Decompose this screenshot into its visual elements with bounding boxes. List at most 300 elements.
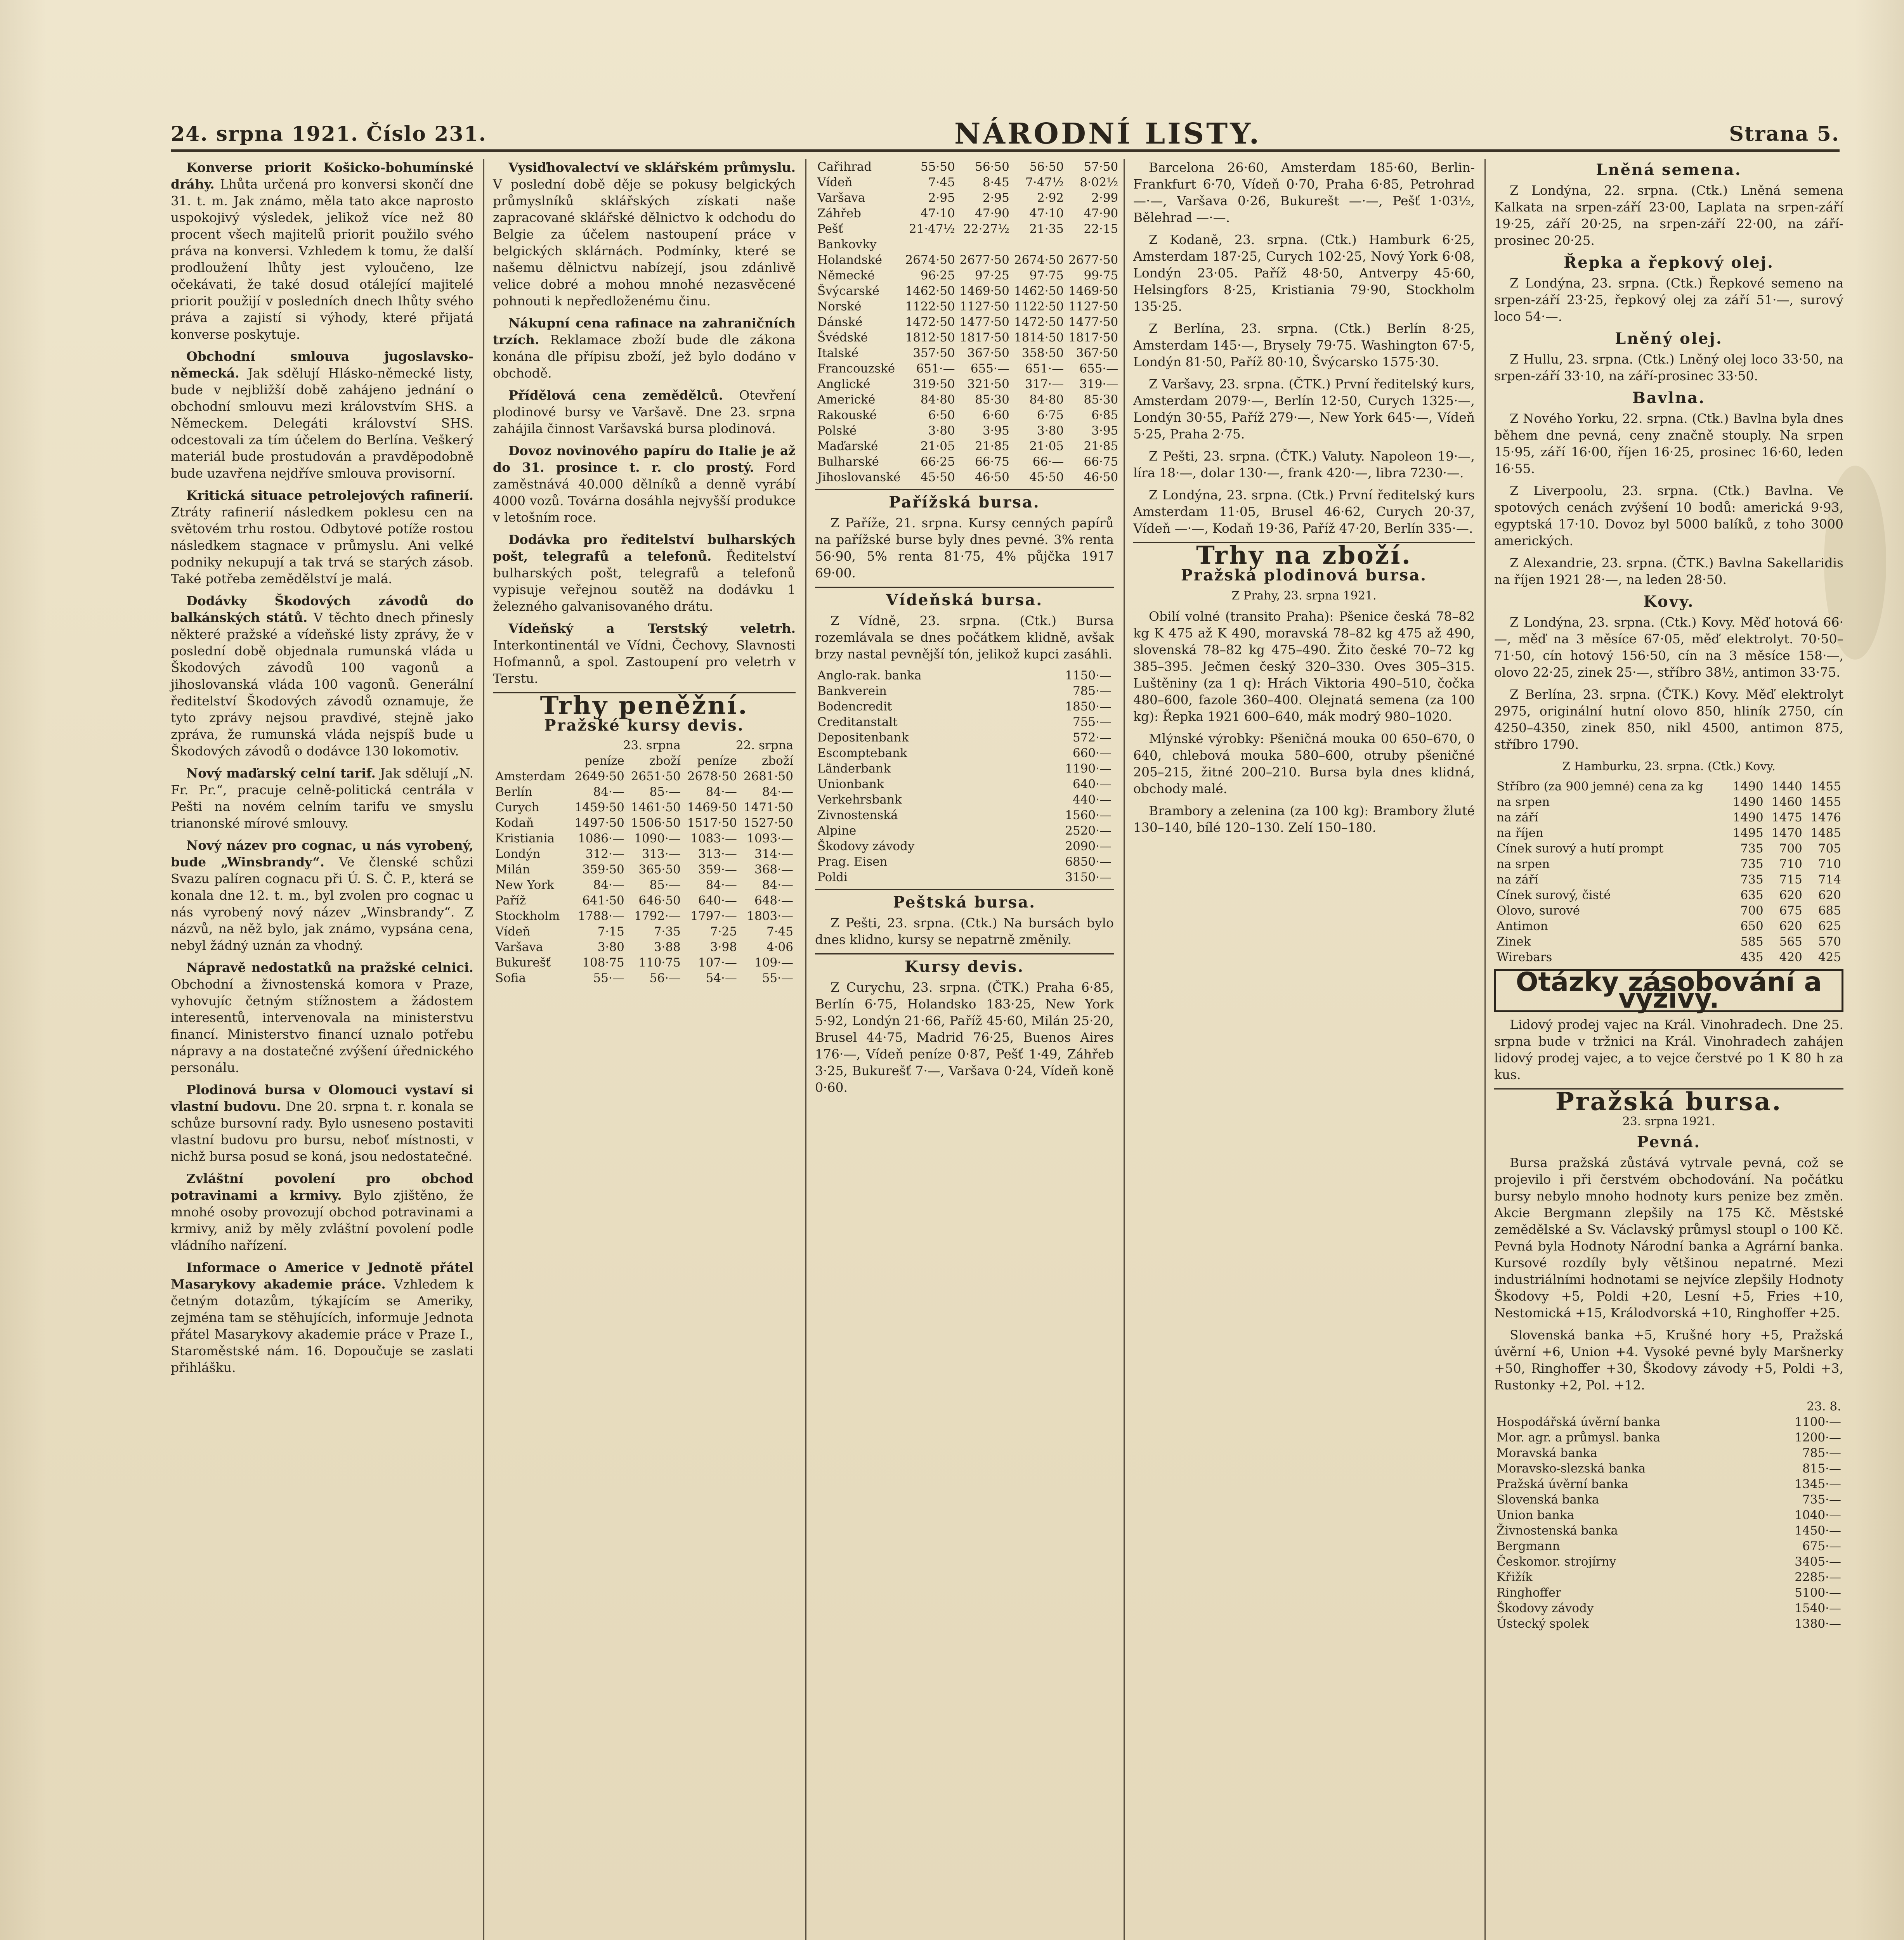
row-value: 1459·50 <box>574 800 624 814</box>
row-value: 1485 <box>1810 826 1841 840</box>
row-label: na srpen <box>1496 857 1550 871</box>
row-value: 1469·50 <box>1068 284 1118 298</box>
row-value: 84·80 <box>920 393 955 407</box>
row-value: 815·— <box>1802 1462 1841 1476</box>
supply-heading-box: Otázky zásobování a výživy. <box>1494 969 1843 1012</box>
row-label: Bergmann <box>1496 1539 1560 1553</box>
table-header-row <box>493 738 796 753</box>
dateline: Z Prahy, 23. srpna 1921. <box>1231 589 1377 603</box>
article <box>171 1081 473 1165</box>
row-value: 85·30 <box>1084 393 1118 407</box>
section-heading: Bavlna. <box>1632 389 1706 407</box>
share-row <box>1494 1507 1843 1523</box>
article-text: Z Kodaně, 23. srpna. (Ctk.) Hamburk 6·25, Amsterdam 187·25, Curych 102·25, Nový York 6·08, Londýn 23·05. Paříž 48·50, Antverpy 45·60, Helsingfors 8·25, Kristiania 79·90, Stockholm 135·25. <box>1133 232 1475 314</box>
row-value: 84·— <box>762 878 793 892</box>
article-text: Interkontinentál ve Vídni, Čechovy, Slavnosti Hofmannů, a spol. Zastoupení pro veletrh v Terstu. <box>493 637 796 686</box>
row-value: 714 <box>1818 873 1841 887</box>
section-heading: Peštská bursa. <box>893 893 1036 911</box>
section-subheading: Pevná. <box>1637 1133 1701 1151</box>
share-row <box>815 838 1114 854</box>
row-label: Bodencredit <box>817 700 892 714</box>
row-value: 650 <box>1740 919 1764 933</box>
row-value: 1127·50 <box>1068 300 1118 314</box>
row-value: 84·— <box>706 785 737 799</box>
row-value: 97·75 <box>1029 268 1064 282</box>
rate-row <box>815 469 1120 485</box>
row-value: 1380·— <box>1795 1617 1841 1631</box>
devis-rows <box>493 769 796 986</box>
row-value: 1517·50 <box>687 816 737 830</box>
article <box>493 442 796 526</box>
rate-row <box>815 438 1120 454</box>
share-row <box>815 745 1114 761</box>
metal-row <box>1494 887 1843 903</box>
article-text: Ředitelství bulharských pošt, telegrafů a telefonů vypisuje veřejnou soutěž na dodávku 1 železného galvanisovaného drátu. <box>493 549 796 614</box>
row-label: Union banka <box>1496 1508 1575 1522</box>
row-value: 96·25 <box>920 268 955 282</box>
share-row <box>815 807 1114 823</box>
row-label: Polské <box>817 424 857 438</box>
article-text: Mlýnské výrobky: Pšeničná mouka 00 650–670, 0 640, chlebová mouka 580–600, otruby pšeničné 205–215, žitné 200–210. Bursa byla dnes klidná, obchody malé. <box>1133 731 1475 796</box>
row-value: 1472·50 <box>905 315 955 329</box>
metal-row <box>1494 841 1843 856</box>
row-value: 99·75 <box>1084 268 1118 282</box>
row-value: 1461·50 <box>631 800 681 814</box>
row-label: Německé <box>817 268 875 282</box>
row-value: 1450·— <box>1795 1524 1841 1538</box>
row-value: 7·45 <box>928 175 955 189</box>
row-value: 420 <box>1779 950 1802 964</box>
devis-row <box>493 769 796 784</box>
rates-rows <box>815 159 1120 485</box>
column-rule <box>805 159 806 1940</box>
share-row <box>1494 1476 1843 1492</box>
row-label: Anglické <box>817 377 870 391</box>
row-value: 319·50 <box>913 377 955 391</box>
row-value: 6850·— <box>1065 855 1112 869</box>
share-row <box>1494 1461 1843 1476</box>
row-value: 85·30 <box>975 393 1009 407</box>
article-title: Informace o Americe v Jednotě přátel Masarykovy akademie práce. <box>171 1260 473 1292</box>
row-label: Olovo, surové <box>1496 904 1580 918</box>
row-label: Italské <box>817 346 859 360</box>
row-label: Maďarské <box>817 439 878 453</box>
row-label: Moravská banka <box>1496 1446 1597 1460</box>
row-value: 108·75 <box>582 956 624 970</box>
row-value: 317·— <box>1025 377 1064 391</box>
article-title: Obchodní smlouva jugoslavsko-německá. <box>171 349 473 381</box>
row-value: 56·50 <box>1029 160 1064 174</box>
article-text: Z Paříže, 21. srpna. Kursy cenných papírů na pařížské burse byly dnes pevné. 3% renta 56·90, 5% renta 81·75, 4% půjčka 1917 69·00. <box>815 515 1114 580</box>
row-value: 1814·50 <box>1014 331 1064 345</box>
rate-row <box>815 345 1120 361</box>
issue-date: 24. srpna 1921. Číslo 231. <box>171 122 487 146</box>
article-text: Jak sdělují „N. Fr. Pr.“, pracuje celně-politická centrála v Pešti na novém celním tarifu ve smyslu trianonské mírové smlouvy. <box>171 766 473 831</box>
row-value: 46·50 <box>1084 470 1118 484</box>
row-value: 22·15 <box>1084 222 1118 236</box>
row-label: Wirebars <box>1496 950 1552 964</box>
row-value: 2678·50 <box>687 769 737 783</box>
rate-row <box>815 392 1120 407</box>
row-value: 700 <box>1740 904 1764 918</box>
row-value: 21·85 <box>975 439 1009 453</box>
article-title: Zvláštní povolení pro obchod potravinami a krmivy. <box>171 1171 473 1203</box>
row-label: Londýn <box>495 847 541 861</box>
row-value: 710 <box>1779 857 1802 871</box>
row-value: 1527·50 <box>743 816 793 830</box>
article-text: Z Pešti, 23. srpna. (Ctk.) Na bursách bylo dnes klidno, kursy se nepatrně změnily. <box>815 915 1114 947</box>
row-value: 3405·— <box>1795 1555 1841 1569</box>
row-label: Kodaň <box>495 816 534 830</box>
row-value: 21·05 <box>1029 439 1064 453</box>
rate-row <box>815 283 1120 299</box>
metals-table <box>1494 779 1843 965</box>
row-value: 2677·50 <box>959 253 1009 267</box>
article-text: V těchto dnech přinesly některé pražské a vídeňské listy zprávy, že v poslední době objednala rumunská vláda u Škodových závodů 100 vagonů a jihoslovanská vláda 100 vagonů. Generální ředitelství Škodových závodů oznamuje, že tyto zprávy nejsou pravdivé, stejně jako zpráva, že rumunská vláda nejspíš bude u Škodových závodů o dodávce 130 lokomotiv. <box>171 610 473 759</box>
article-title: Nový název pro cognac, u nás vyrobený, bude „Winsbrandy“. <box>171 838 473 870</box>
section-heading: Vídeňská bursa. <box>886 591 1043 609</box>
row-value: 1803·— <box>747 909 793 923</box>
row-value: 46·50 <box>975 470 1009 484</box>
row-value: 21·47½ <box>909 222 955 236</box>
article-text: Lhůta určená pro konversi skončí dne 31. t. m. Jak známo, měla tato akce naprosto uspokojivý výsledek, jelikož více než 80 procent všech majitelů priorit použilo svého práva na konversi. Vzhledem k tomu, že další prodloužení lhůty jest vyloučeno, lze očekávati, že také dosud otálející majitelé priorit použijí v posledních dnech lhůty svého práva a zajistí si výhody, které přijatá konverse poskytuje. <box>171 177 473 342</box>
row-value: 1090·— <box>634 831 681 845</box>
row-label: Bankovky <box>817 237 877 251</box>
row-value: 368·— <box>754 863 793 876</box>
share-row <box>1494 1585 1843 1600</box>
row-value: 110·75 <box>638 956 681 970</box>
row-value: 21·85 <box>1084 439 1118 453</box>
row-value: 1506·50 <box>631 816 681 830</box>
metal-row <box>1494 918 1843 934</box>
section-heading: Trhy na zboží. <box>1196 541 1412 570</box>
row-label: Berlín <box>495 785 532 799</box>
column-3 <box>815 159 1118 1940</box>
row-label: Anglo-rak. banka <box>817 669 922 682</box>
row-value: 1470 <box>1771 826 1802 840</box>
row-value: 620 <box>1779 888 1802 902</box>
row-value: 8·02½ <box>1080 175 1118 189</box>
row-label: Bukurešť <box>495 956 551 970</box>
metal-row <box>1494 949 1843 965</box>
article <box>493 159 796 309</box>
row-value: 1495 <box>1732 826 1764 840</box>
article <box>171 959 473 1076</box>
row-label: Stříbro (za 900 jemné) cena za kg <box>1496 779 1703 793</box>
row-label: Prag. Eisen <box>817 855 888 869</box>
row-label: Holandské <box>817 253 882 267</box>
row-value: 3·80 <box>597 940 624 954</box>
row-value: 440·— <box>1072 793 1112 807</box>
article-text: Lidový prodej vajec na Král. Vinohradech. Dne 25. srpna bude v tržnici na Král. Vinohradech zahájen lidový prodej vajec, a to vejce čerstvé po 1 K 80 h za kus. <box>1494 1017 1843 1082</box>
row-label: Záhřeb <box>817 206 861 220</box>
row-value: 6·60 <box>982 408 1009 422</box>
article-text: Obilí volné (transito Praha): Pšenice česká 78–82 kg K 475 až K 490, moravská 78–82 kg 475 až 490, slovenská 78–82 kg 475–490. Žito české 70–72 kg 385–395. Ječmen český 320–330. Oves 305–315. Luštěniny (za 1 q): Hrách Viktoria 490–510, čočka 480–600, fazole 360–400. Olejnatá semena (za 100 kg): Řepka 1921 600–640, mák modrý 980–1020. <box>1133 609 1475 724</box>
row-label: Škodovy závody <box>817 839 915 853</box>
row-value: 1100·— <box>1795 1415 1841 1429</box>
row-value: 2674·50 <box>905 253 955 267</box>
row-value: 1477·50 <box>1068 315 1118 329</box>
row-value: 55·— <box>593 971 624 985</box>
devis-row <box>493 784 796 800</box>
section-heading: Kovy. <box>1643 592 1694 611</box>
row-label: Poldi <box>817 870 848 884</box>
row-label: Milán <box>495 863 531 876</box>
article <box>493 620 796 687</box>
row-value: 3·80 <box>928 424 955 438</box>
row-label: Ringhoffer <box>1496 1586 1561 1600</box>
row-value: 1812·50 <box>905 331 955 345</box>
row-label: Länderbank <box>817 762 891 776</box>
article-text: Z Hullu, 23. srpna. (Ctk.) Lněný olej loco 33·50, na srpen-září 33·10, na září-prosinec 33·50. <box>1494 352 1843 383</box>
share-row <box>1494 1569 1843 1585</box>
table-header-row <box>493 753 796 769</box>
article-text: Z Vídně, 23. srpna. (Ctk.) Bursa rozemlávala se dnes počátkem klidně, avšak brzy nastal pevnější tón, jelikož kupci zasáhli. <box>815 613 1114 662</box>
row-value: 357·50 <box>913 346 955 360</box>
row-value: 1150·— <box>1065 669 1112 682</box>
table-caption: Z Hamburku, 23. srpna. (Ctk.) Kovy. <box>1562 760 1776 773</box>
row-label: Norské <box>817 300 862 314</box>
row-value: 735 <box>1740 873 1764 887</box>
row-label: Alpine <box>817 824 857 838</box>
row-value: 1200·— <box>1795 1431 1841 1445</box>
row-value: 2090·— <box>1065 839 1112 853</box>
article-text: Brambory a zelenina (za 100 kg): Brambory žluté 130–140, bílé 120–130. Zelí 150–180. <box>1133 803 1475 835</box>
article-text: Reklamace zboží bude dle zákona konána dle přípisu zboží, jež bylo dodáno v obchodě. <box>493 332 796 381</box>
row-value: 1469·50 <box>687 800 737 814</box>
row-value: 1040·— <box>1795 1508 1841 1522</box>
article-text: Z Berlína, 23. srpna. (ČTK.) Kovy. Měď elektrolyt 2975, originální hutní olovo 850, hliník 2750, cín 4250–4350, zinek 850, nikl 4500, antimon 875, stříbro 1790. <box>1494 687 1843 752</box>
column-rule <box>483 159 484 1940</box>
article-text: Z Berlína, 23. srpna. (Ctk.) Berlín 8·25, Amsterdam 145·—, Brysely 79·75. Washington 67·5, Londýn 81·50, Paříž 80·10, Švýcarsko 1575·30. <box>1133 321 1475 369</box>
section-heading: Lněný olej. <box>1615 329 1723 348</box>
share-row <box>1494 1538 1843 1554</box>
row-value: 109·— <box>754 956 793 970</box>
row-value: 1490 <box>1732 779 1764 793</box>
article-text: Bylo zjištěno, že mnohé osoby provozují obchod potravinami a krmivy, aniž by měly zvláštní povolení podle vládního nařízení. <box>171 1188 473 1253</box>
vienna-rows <box>815 668 1114 885</box>
row-label: Antimon <box>1496 919 1548 933</box>
rate-row <box>815 376 1120 392</box>
row-value: 640·— <box>698 894 737 908</box>
row-value: 7·15 <box>597 925 624 939</box>
row-value <box>903 237 957 252</box>
row-value: 2649·50 <box>574 769 624 783</box>
row-value: 1490 <box>1732 795 1764 809</box>
row-value: 710 <box>1818 857 1841 871</box>
row-label: Verkehrsbank <box>817 793 902 807</box>
row-value: 45·50 <box>1029 470 1064 484</box>
section-rule <box>815 953 1114 954</box>
row-value: 735 <box>1740 842 1764 856</box>
article <box>493 531 796 615</box>
row-value: 85·— <box>649 785 681 799</box>
row-value: 66·75 <box>1084 455 1118 469</box>
row-label: Škodovy závody <box>1496 1601 1594 1615</box>
article-text: Z Nového Yorku, 22. srpna. (Ctk.) Bavlna byla dnes během dne pevná, ceny značně stouply. Na srpen 15·95, září 16·00, říjen 16·25, prosinec 16·60, leden 16·55. <box>1494 411 1843 476</box>
row-label: Hospodářská úvěrní banka <box>1496 1415 1661 1429</box>
metals-rows <box>1494 779 1843 965</box>
row-value: 66·75 <box>975 455 1009 469</box>
row-value: 66·25 <box>920 455 955 469</box>
metal-row <box>1494 934 1843 949</box>
row-value: 2651·50 <box>631 769 681 783</box>
row-value: 85·— <box>649 878 681 892</box>
article-text: Z Curychu, 23. srpna. (ČTK.) Praha 6·85, Berlín 6·75, Holandsko 183·25, New York 5·92, Londýn 21·66, Paříž 45·60, Milán 25·20, Brusel 44·75, Madrid 76·25, Buenos Aires 176·—, Vídeň peníze 0·87, Pešť 1·49, Záhřeb 3·25, Bukurešť 7·—, Varšava 0·24, Vídeň koně 0·60. <box>815 980 1114 1095</box>
share-row <box>1494 1430 1843 1445</box>
section-subheading: Pražská plodinová bursa. <box>1181 566 1427 584</box>
column-rule <box>1484 159 1486 1940</box>
row-value: 1469·50 <box>959 284 1009 298</box>
row-value: 2681·50 <box>743 769 793 783</box>
row-value: 8·45 <box>982 175 1009 189</box>
row-value: 625 <box>1818 919 1841 933</box>
article-text: Dne 20. srpna t. r. konala se schůze bursovní rady. Bylo usneseno postaviti vlastní budovu pro bursu, neboť místnosti, v nichž bursa posud se koná, jsou nedostatečné. <box>171 1099 473 1164</box>
article-text: Ztráty rafinerií následkem poklesu cen na světovém trhu rostou. Odbytové potíže rostou následkem stagnace v průmyslu. Ani velké podniky nekupují a tak trvá se starých zásob. Také potřeba zemědělství je malá. <box>171 504 473 586</box>
bank-shares-table <box>1494 1399 1843 1632</box>
row-value: 655·— <box>970 362 1009 376</box>
row-label: Živnostenská banka <box>1496 1524 1618 1538</box>
row-value: 1788·— <box>578 909 624 923</box>
row-label: Bankverein <box>817 684 887 698</box>
row-value: 6·50 <box>928 408 955 422</box>
row-value: 425 <box>1818 950 1841 964</box>
section-heading: Řepka a řepkový olej. <box>1563 253 1774 272</box>
row-value: 620 <box>1779 919 1802 933</box>
row-value: 365·50 <box>638 863 681 876</box>
row-value: 1440 <box>1771 779 1802 793</box>
row-value: 47·90 <box>1084 206 1118 220</box>
row-value: 321·50 <box>967 377 1009 391</box>
row-value: 2520·— <box>1065 824 1112 838</box>
article-title: Vídeňský a Terstský veletrh. <box>508 621 796 636</box>
article-title: Dodávka pro ředitelství bulharských pošt, telegrafů a telefonů. <box>493 532 796 564</box>
row-value: 6·75 <box>1037 408 1064 422</box>
column-4 <box>1133 159 1475 1940</box>
row-label: Českomor. strojírny <box>1496 1555 1616 1569</box>
row-value: 2·95 <box>982 191 1009 205</box>
row-label: Dánské <box>817 315 863 329</box>
row-value: 1797·— <box>690 909 737 923</box>
article-text: Z Alexandrie, 23. srpna. (ČTK.) Bavlna Sakellaridis na říjen 1921 28·—, na leden 28·50. <box>1494 555 1843 587</box>
row-label: Zinek <box>1496 935 1531 949</box>
row-value: 675·— <box>1802 1539 1841 1553</box>
row-value: 55·50 <box>920 160 955 174</box>
column-2 <box>493 159 796 1940</box>
row-value: 54·— <box>706 971 737 985</box>
row-value: 21·35 <box>1029 222 1064 236</box>
row-label: Varšava <box>495 940 543 954</box>
metal-row <box>1494 810 1843 825</box>
article-text: Ve členské schůzi Svazu palíren cognacu při Ú. S. Č. P., která se konala dne 12. t. m., byl zvolen pro cognac u nás vyrobený nový název „Winsbrandy“. Z názvů, na něž bylo, jak známo, vypsána cena, nebyl žádný uznán za vhodný. <box>171 854 473 953</box>
row-value: 84·— <box>762 785 793 799</box>
row-value: 359·50 <box>582 863 624 876</box>
row-value: 1477·50 <box>959 315 1009 329</box>
row-value: 2677·50 <box>1068 253 1118 267</box>
row-value: 1497·50 <box>574 816 624 830</box>
share-row <box>1494 1600 1843 1616</box>
row-value: 785·— <box>1802 1446 1841 1460</box>
article-text: Z Londýna, 22. srpna. (Ctk.) Lněná semena Kalkata na srpen-září 23·00, Laplata na srpen-září 19·25, září 20·25, na srpen-září 22·00, na září-prosinec 20·25. <box>1494 183 1843 248</box>
row-value: 84·— <box>706 878 737 892</box>
row-value: 359·— <box>698 863 737 876</box>
row-value: 3·95 <box>982 424 1009 438</box>
devis-row <box>493 800 796 815</box>
row-label: Ústecký spolek <box>1496 1617 1589 1631</box>
row-label: Rakouské <box>817 408 877 422</box>
article <box>171 1170 473 1254</box>
rate-row <box>815 299 1120 314</box>
row-value: 84·80 <box>1029 393 1064 407</box>
rate-row <box>815 407 1120 423</box>
row-label: Vídeň <box>495 925 531 939</box>
article-text: Slovenská banka +5, Krušné hory +5, Pražská úvěrní +6, Union +4. Vysoké pevné byly Maršnerky +50, Ringhoffer +30, Škodovy závody +5, Poldi +3, Rustonky +2, Pol. +12. <box>1494 1327 1843 1393</box>
article-text: Barcelona 26·60, Amsterdam 185·60, Berlin-Frankfurt 6·70, Vídeň 0·70, Praha 6·85, Petrohrad —·—, Varšava 0·26, Bukurešt —·—, Pešť 1·03½, Bělehrad —·—. <box>1133 160 1475 225</box>
row-value: 1086·— <box>578 831 624 845</box>
row-value: 685 <box>1818 904 1841 918</box>
table-header-row <box>1494 1399 1843 1414</box>
rate-row <box>815 330 1120 345</box>
row-value: 1122·50 <box>1014 300 1064 314</box>
row-value: 570 <box>1818 935 1841 949</box>
share-row <box>815 761 1114 776</box>
section-rule <box>815 889 1114 890</box>
row-value: 1476 <box>1810 811 1841 824</box>
article <box>171 1259 473 1376</box>
article-title: Dodávky Škodových závodů do balkánských států. <box>171 593 473 625</box>
row-label: Jihoslovanské <box>817 470 901 484</box>
row-label: na říjen <box>1496 826 1543 840</box>
row-value: 1462·50 <box>905 284 955 298</box>
row-value <box>1066 237 1120 252</box>
column-5 <box>1494 159 1843 1940</box>
row-value: 7·47½ <box>1025 175 1064 189</box>
row-value: 675 <box>1779 904 1802 918</box>
article-title: Konverse priorit Košicko-bohumínské dráhy. <box>171 160 473 192</box>
bank-rows <box>1494 1414 1843 1632</box>
row-label: Cínek surový a hutí prompt <box>1496 842 1664 856</box>
row-value: 319·— <box>1079 377 1118 391</box>
row-value: 648·— <box>754 894 793 908</box>
row-value <box>1012 237 1066 252</box>
row-value: 2·99 <box>1091 191 1118 205</box>
article-title: Plodinová bursa v Olomouci vystaví si vlastní budovu. <box>171 1082 473 1114</box>
row-value: 57·50 <box>1084 160 1118 174</box>
devis-row <box>493 862 796 877</box>
masthead <box>171 118 1840 152</box>
column-header: zboží <box>761 754 793 768</box>
column-header: zboží <box>649 754 681 768</box>
metal-row <box>1494 825 1843 841</box>
share-row <box>815 714 1114 730</box>
row-label: Pražská úvěrní banka <box>1496 1477 1628 1491</box>
article-text: Z Pešti, 23. srpna. (ČTK.) Valuty. Napoleon 19·—, líra 18·—, dolar 130·—, frank 420·—, libra 7230·—. <box>1133 449 1475 480</box>
article <box>493 387 796 437</box>
column-header: peníze <box>584 754 624 768</box>
share-row <box>1494 1414 1843 1430</box>
section-heading: Pražská bursa. <box>1555 1087 1783 1116</box>
rate-row <box>815 314 1120 330</box>
row-value: 45·50 <box>920 470 955 484</box>
row-label: na září <box>1496 873 1538 887</box>
article-text: V poslední době děje se pokusy belgických průmyslníků sklářských získati naše zapracované sklářské dělnictvo k odchodu do Belgie za účelem nastoupení práce v belgických sklárnách. Podmínky, které se našemu dělnictvu nabízejí, jsou zdánlivě velice dobré a mohou mnohé nezasvěcené pohnouti k nepředloženému činu. <box>493 177 796 308</box>
column-header: 23. 8. <box>1807 1400 1841 1413</box>
row-value: 66·— <box>1032 455 1064 469</box>
date-header: 23. srpna <box>623 738 681 752</box>
column-rule <box>1124 159 1125 1940</box>
row-value: 55·— <box>762 971 793 985</box>
devis-row <box>493 970 796 986</box>
